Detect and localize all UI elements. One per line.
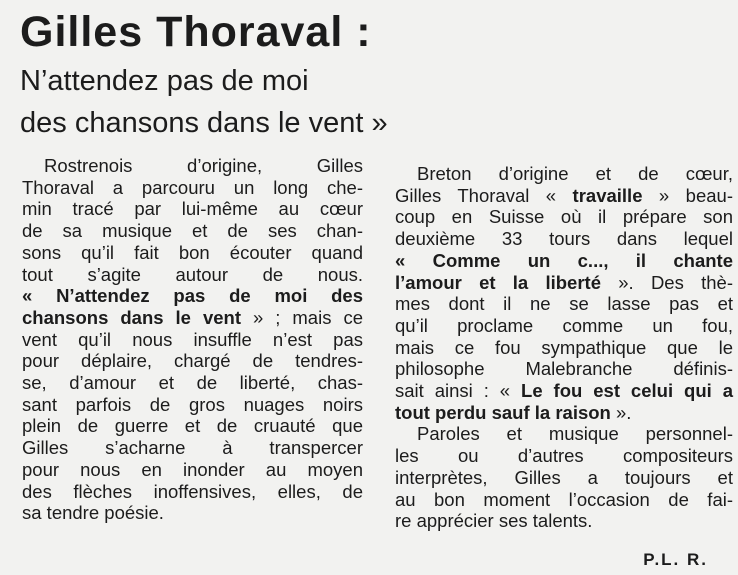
text: ». <box>610 401 632 423</box>
subtitle-line-1: N’attendez pas de moi <box>20 65 309 97</box>
bold-text: Le fou est celui qui a <box>521 380 734 402</box>
text: sant parfois de gros nuages noirs <box>22 393 363 415</box>
text-line <box>22 285 363 307</box>
bold-text: tout perdu sauf la raison <box>395 401 611 423</box>
text-line <box>22 264 363 286</box>
bold-text: « Comme un c..., il chante <box>395 249 733 271</box>
text-line <box>22 459 363 481</box>
left-column <box>22 155 363 524</box>
text: les ou d’autres compositeurs <box>395 445 733 467</box>
text-line <box>22 329 363 351</box>
text: » beau- <box>642 184 733 206</box>
text: mais ce fou sympathique que le <box>395 336 733 358</box>
text-line <box>22 350 363 372</box>
text-line <box>22 220 363 242</box>
text-line <box>395 293 733 315</box>
text-line <box>22 198 363 220</box>
text-line <box>22 481 363 503</box>
text: de sa musique et de ses chan- <box>22 220 363 242</box>
right-column <box>395 163 733 532</box>
text: Rostrenois d’origine, Gilles <box>44 155 363 176</box>
subtitle-line-2: des chansons dans le vent » <box>20 107 388 139</box>
text-line <box>395 445 733 467</box>
text: mes dont il ne se lasse pas et <box>395 293 733 315</box>
article-title: Gilles Thoraval : <box>20 8 372 56</box>
text-line <box>22 415 363 437</box>
text-line <box>395 358 733 380</box>
text: deuxième 33 tours dans lequel <box>395 228 733 250</box>
bold-text: « N’attendez pas de moi des <box>22 285 363 307</box>
text: Breton d’origine et de cœur, <box>417 163 733 184</box>
text: Thoraval a parcouru un long che- <box>22 176 363 198</box>
bold-text: l’amour et la liberté <box>395 271 601 293</box>
text-line <box>395 337 733 359</box>
text: Gilles Thoraval « <box>395 184 573 206</box>
bold-text: chansons dans le vent <box>22 306 241 328</box>
text-line <box>395 380 733 402</box>
text-line <box>22 502 363 524</box>
text: re apprécier ses talents. <box>395 510 593 532</box>
text-line <box>395 510 733 532</box>
text-line <box>395 272 733 294</box>
text: coup en Suisse où il prépare son <box>395 206 733 228</box>
text: min tracé par lui-même au cœur <box>22 198 363 220</box>
text-line <box>395 489 733 511</box>
text-line <box>395 467 733 489</box>
text-line <box>22 155 363 177</box>
text-line <box>395 402 733 424</box>
text: interprètes, Gilles a toujours et <box>395 466 733 488</box>
text: pour nous en inonder au moyen <box>22 458 363 480</box>
text: sons qu’il fait bon écouter quand <box>22 241 363 263</box>
text: philosophe Malebranche définis- <box>395 358 733 380</box>
text: qu’il proclame comme un fou, <box>395 314 733 336</box>
text: se, d’amour et de liberté, chas- <box>22 372 363 394</box>
text: vent qu’il nous insuffle n’est pas <box>22 328 363 350</box>
text-line <box>22 242 363 264</box>
text: au bon moment l’occasion de fai- <box>395 488 733 510</box>
text: Paroles et musique personnel- <box>417 423 733 445</box>
text: sait ainsi : « <box>395 380 522 402</box>
text-line <box>395 185 733 207</box>
text-line <box>22 394 363 416</box>
text-line <box>395 228 733 250</box>
text: ». Des thè- <box>601 271 733 293</box>
text: plein de guerre et de cruauté que <box>22 415 363 437</box>
text-line <box>395 206 733 228</box>
text-line <box>22 372 363 394</box>
bold-text: travaille <box>572 184 643 206</box>
text-line <box>395 163 733 185</box>
text-line <box>22 177 363 199</box>
text: Gilles s’acharne à transpercer <box>22 437 363 459</box>
text: » ; mais ce <box>240 306 363 328</box>
text: tout s’agite autour de nous. <box>22 263 363 285</box>
text-line <box>22 437 363 459</box>
text: des flèches inoffensives, elles, de <box>22 480 363 502</box>
text: pour déplaire, chargé de tendres- <box>22 350 363 372</box>
text-line <box>395 250 733 272</box>
text-line <box>395 315 733 337</box>
article-subtitle <box>20 60 388 144</box>
text: sa tendre poésie. <box>22 502 164 524</box>
text-line <box>395 423 733 445</box>
text-line <box>22 307 363 329</box>
author-signature: P.L. R. <box>643 550 708 569</box>
